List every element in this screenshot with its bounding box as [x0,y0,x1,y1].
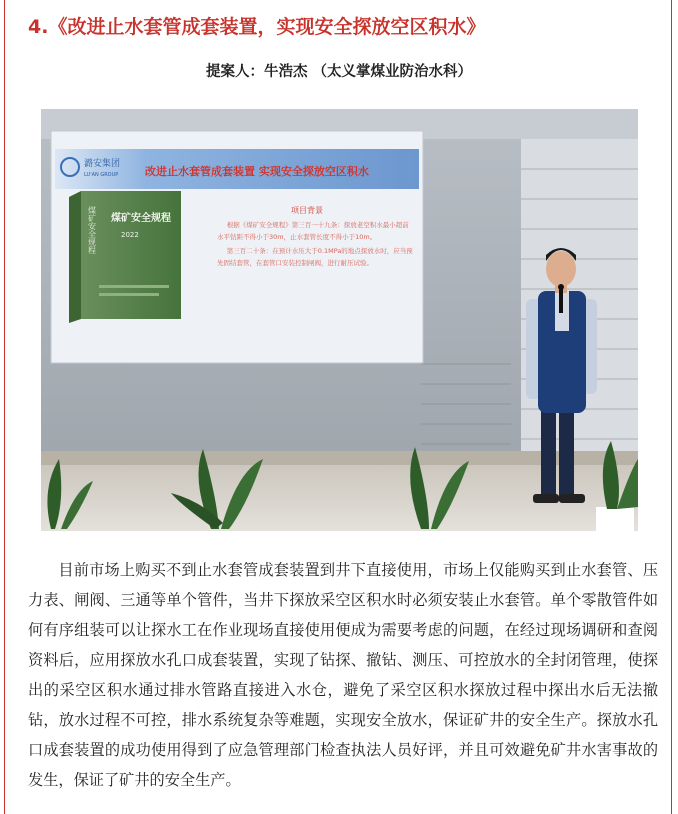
presentation-photo [41,109,638,531]
slide-paragraph-1: 根据《煤矿安全规程》第三百一十九条：探放老空积水最小超前水平钻距不得小于30m，止水套管长度不得小于10m。 [217,221,409,241]
book-spine-text: 煤矿安全规程 [87,206,97,254]
article-heading: 4.《改进止水套管成套装置，实现安全探放空区积水》 [28,16,486,38]
slide-title: 改进止水套管成套装置 实现安全探放空区积水 [145,165,369,178]
slide-paragraph-2: 第三百二十条：在预计水压大于0.1MPa的地点探放水时，应当预先固结套管，在套管口安装控制闸阀，进行耐压试验。 [217,247,413,267]
slide-logo-sub: LU'AN GROUP [84,172,119,178]
article-body: 目前市场上购买不到止水套管成套装置到井下直接使用，市场上仅能购买到止水套管、压力表、闸阀、三通等单个管件，当井下探放采空区积水时必须安装止水套管。单个零散管件如何有序组装可以让探水工在作业现场直接使用便成为需要考虑的问题，在经过现场调研和查阅资料后，应用探放水孔口成套装置，实现了钻探、撤钻、测压、可控放水的全封闭管理，使探出的采空区积水通过排水管路直接进入水仓，避免了采空区积水探放过程中探出水后无法撤钻，放水过程不可控，排水系统复杂等难题，实现安全放水，保证矿井的安全生产。探放水孔口成套装置的成功使用得到了应急管理部门检查执法人员好评，并且可效避免矿井水害事故的发生，保证了矿井的安全生产。 [28,561,658,789]
proposer-line: 提案人：牛浩杰 （太义掌煤业防治水科） [205,64,473,80]
book-cover-title: 煤矿安全规程 [111,213,171,224]
slide-logo-text: 潞安集团 [84,159,121,169]
slide-section-title: 项目背景 [291,206,323,215]
photo-scene [41,109,638,531]
book-cover-year: 2022 [121,231,139,239]
